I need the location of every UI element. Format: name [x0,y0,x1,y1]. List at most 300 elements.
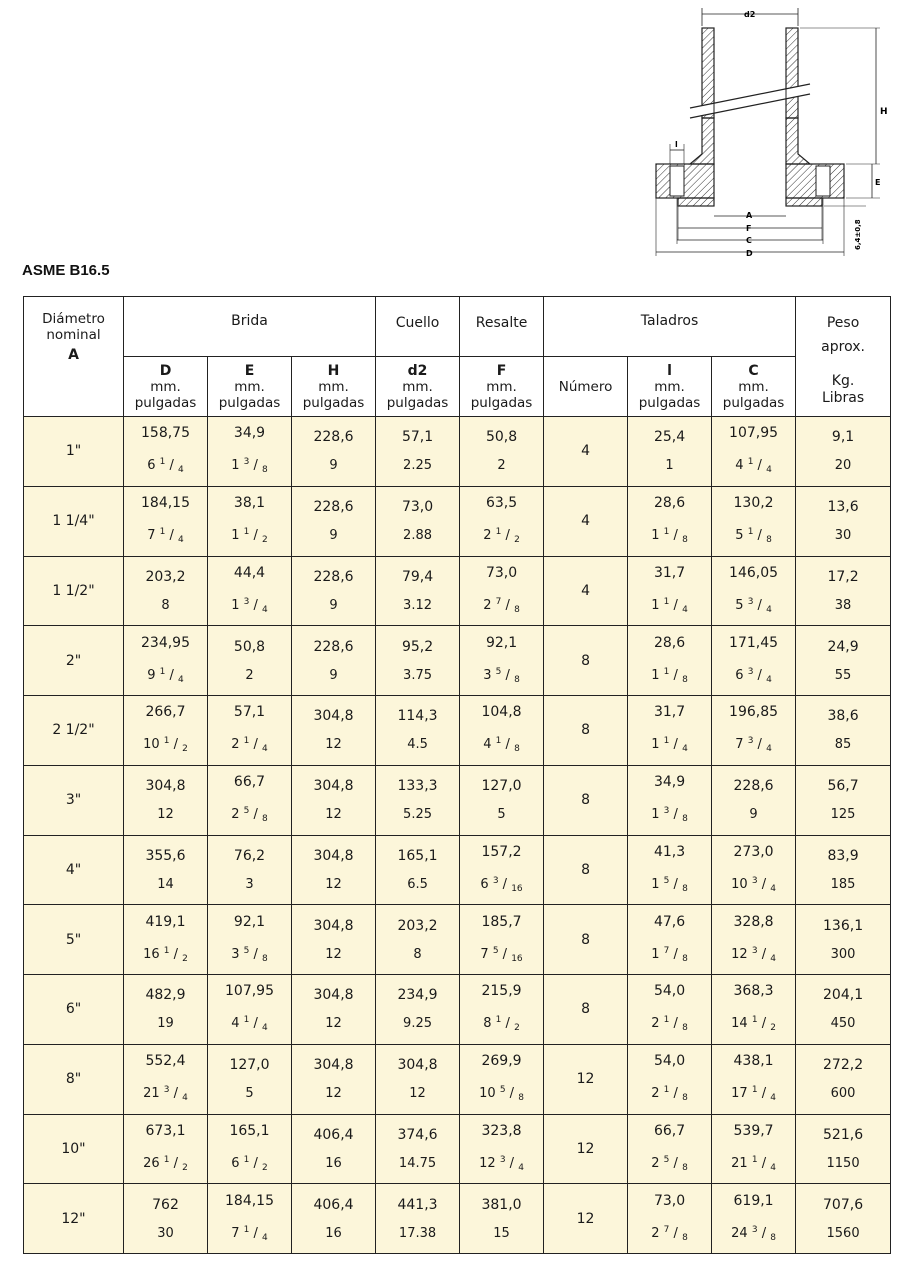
cell-C [712,1114,796,1184]
header-col-d2: d2 mm. pulgadas [376,357,460,417]
cell-d2 [376,1114,460,1184]
cell-C-imperial: 6 $^3$ / $_4$ [735,666,772,685]
cell-l-metric: 41,3 [653,843,686,860]
cell-l-imperial: 1 $^7$ / $_8$ [651,945,688,964]
cell-d2 [376,1184,460,1254]
cell-E-metric: 38,1 [233,495,266,512]
cell-E [208,905,292,975]
cell-C [712,1044,796,1114]
cell-F [460,417,544,487]
cell-d2 [376,417,460,487]
cell-nominal: 5" [24,905,124,975]
cell-E [208,1184,292,1254]
cell-H-metric: 304,8 [313,778,354,795]
cell-peso-imperial: 1150 [826,1155,860,1171]
cell-D-imperial: 26 $^1$ / $_2$ [143,1154,188,1173]
cell-C-metric: 130,2 [733,495,774,512]
flange-drawing [640,4,902,260]
cell-D-imperial: 10 $^1$ / $_2$ [143,736,188,755]
cell-H-imperial: 16 [325,1225,342,1241]
cell-C [712,1184,796,1254]
cell-D-imperial: 12 [157,807,174,823]
table-row [24,417,891,487]
cell-l-metric: 31,7 [653,704,686,721]
header-col-C: C mm. pulgadas [712,357,796,417]
cell-F [460,556,544,626]
header-col-F: F mm. pulgadas [460,357,544,417]
cell-C [712,486,796,556]
flange-spec-table [23,296,891,1254]
cell-E-imperial: 1 $^1$ / $_2$ [231,527,268,546]
cell-D [124,556,208,626]
cell-E-imperial: 6 $^1$ / $_2$ [231,1154,268,1173]
cell-F [460,1044,544,1114]
cell-numero: 8 [544,765,628,835]
cell-d2-imperial: 17.38 [398,1225,437,1241]
cell-peso [796,417,891,487]
label-D: D [746,249,753,258]
cell-H-metric: 228,6 [313,638,354,655]
cell-D [124,486,208,556]
cell-C-metric: 619,1 [733,1192,774,1209]
cell-l-metric: 28,6 [653,634,686,651]
cell-peso-metric: 56,7 [827,778,859,795]
cell-F [460,626,544,696]
cell-F-imperial: 8 $^1$ / $_2$ [483,1015,520,1034]
standard-title: ASME B16.5 [22,262,110,279]
cell-peso-imperial: 1560 [826,1225,860,1241]
header-nominal: Diámetro nominal A [24,297,124,417]
label-H: H [880,107,888,117]
cell-l [628,1184,712,1254]
cell-E-metric: 50,8 [233,638,266,655]
table-row [24,835,891,905]
cell-d2-metric: 165,1 [397,847,438,864]
cell-d2-imperial: 2.88 [403,528,432,544]
table-body [24,417,891,1254]
cell-peso-metric: 9,1 [831,429,855,446]
cell-nominal: 1" [24,417,124,487]
cell-H-imperial: 9 [329,458,338,474]
cell-F-imperial: 7 $^5$ / $_{16}$ [480,945,523,964]
cell-d2-metric: 441,3 [397,1196,438,1213]
table-row [24,556,891,626]
cell-F-metric: 127,0 [481,778,522,795]
cell-d2-metric: 203,2 [397,917,438,934]
table-row [24,486,891,556]
cell-l-metric: 66,7 [653,1122,686,1139]
cell-C [712,626,796,696]
label-A: A [746,211,753,220]
cell-C-metric: 273,0 [733,843,774,860]
cell-F-imperial: 5 [497,807,506,823]
cell-H-imperial: 12 [325,737,342,753]
cell-C-imperial: 10 $^3$ / $_4$ [731,875,776,894]
table-row [24,975,891,1045]
header-resalte: Resalte [460,297,544,357]
cell-numero: 12 [544,1114,628,1184]
cell-E-metric: 165,1 [229,1122,270,1139]
cell-E-metric: 34,9 [233,425,266,442]
cell-nominal: 6" [24,975,124,1045]
cell-F [460,486,544,556]
cell-peso-imperial: 38 [834,597,852,613]
cell-D-imperial: 19 [157,1016,174,1032]
cell-numero: 12 [544,1184,628,1254]
cell-d2-imperial: 4.5 [407,737,428,753]
cell-D-imperial: 14 [157,876,174,892]
cell-peso-metric: 17,2 [827,568,859,585]
label-d2: d2 [744,10,756,19]
cell-H-metric: 228,6 [313,568,354,585]
cell-F-metric: 50,8 [485,429,518,446]
cell-d2-imperial: 2.25 [403,458,432,474]
cell-H-imperial: 12 [325,807,342,823]
cell-d2-metric: 73,0 [401,499,434,516]
table-row [24,1184,891,1254]
cell-D [124,1044,208,1114]
cell-E [208,835,292,905]
cell-D [124,765,208,835]
cell-d2-metric: 374,6 [397,1126,438,1143]
cell-D-metric: 355,6 [145,847,186,864]
cell-C [712,556,796,626]
cell-peso [796,1114,891,1184]
cell-peso-imperial: 30 [834,528,852,544]
cell-peso-imperial: 300 [830,946,856,962]
cell-F [460,1114,544,1184]
cell-H [292,905,376,975]
label-E: E [875,178,881,187]
cell-D [124,696,208,766]
cell-F-imperial: 12 $^3$ / $_4$ [479,1154,524,1173]
cell-F-imperial: 2 $^7$ / $_8$ [483,596,520,615]
cell-C-imperial: 9 [749,807,758,823]
cell-F-metric: 215,9 [481,983,522,1000]
cell-E [208,556,292,626]
cell-l [628,556,712,626]
cell-F-metric: 381,0 [481,1196,522,1213]
cell-C-metric: 107,95 [729,425,779,442]
cell-l-metric: 28,6 [653,495,686,512]
cell-D-metric: 552,4 [145,1053,186,1070]
cell-E-metric: 66,7 [233,774,266,791]
cell-E [208,696,292,766]
cell-numero: 8 [544,626,628,696]
cell-l-metric: 54,0 [653,1053,686,1070]
cell-C-imperial: 4 $^1$ / $_4$ [735,457,772,476]
cell-F-metric: 92,1 [485,634,518,651]
cell-l-imperial: 2 $^1$ / $_8$ [651,1015,688,1034]
cell-F-metric: 63,5 [485,495,518,512]
cell-l-imperial: 1 $^1$ / $_4$ [651,596,688,615]
cell-l-imperial: 1 $^1$ / $_8$ [651,666,688,685]
label-tolerance: 6,4±0,8 [854,219,862,250]
cell-C [712,696,796,766]
cell-H-metric: 304,8 [313,1057,354,1074]
cell-D-imperial: 9 $^1$ / $_4$ [147,666,184,685]
cell-peso [796,486,891,556]
cell-C [712,765,796,835]
cell-F [460,835,544,905]
cell-F-imperial: 2 $^1$ / $_2$ [483,527,520,546]
cell-numero: 12 [544,1044,628,1114]
cell-E-metric: 107,95 [225,983,274,1000]
label-l: l [675,140,678,149]
cell-H-metric: 228,6 [313,499,354,516]
cell-H [292,556,376,626]
cell-C-imperial: 24 $^3$ / $_8$ [731,1224,776,1243]
table-row [24,905,891,975]
cell-F-metric: 157,2 [481,843,522,860]
cell-l-metric: 34,9 [653,774,686,791]
cell-E-imperial: 1 $^3$ / $_4$ [231,596,268,615]
cell-H-metric: 304,8 [313,987,354,1004]
cell-E [208,417,292,487]
cell-D [124,905,208,975]
cell-D-imperial: 8 [161,597,170,613]
cell-d2 [376,556,460,626]
cell-d2-metric: 114,3 [397,708,438,725]
cell-D-metric: 184,15 [141,495,190,512]
cell-E-imperial: 5 [245,1086,254,1102]
cell-H [292,835,376,905]
cell-l [628,835,712,905]
cell-H [292,696,376,766]
cell-C-metric: 171,45 [729,634,779,651]
cell-d2 [376,765,460,835]
cell-numero: 4 [544,417,628,487]
cell-D-imperial: 30 [157,1225,174,1241]
cell-H-metric: 304,8 [313,708,354,725]
cell-l-imperial: 2 $^7$ / $_8$ [651,1224,688,1243]
cell-D [124,1184,208,1254]
cell-peso-imperial: 185 [830,876,856,892]
cell-H-metric: 406,4 [313,1196,354,1213]
cell-D-metric: 158,75 [141,425,190,442]
cell-E [208,975,292,1045]
cell-C-metric: 146,05 [729,564,779,581]
cell-l-imperial: 2 $^5$ / $_8$ [651,1154,688,1173]
cell-peso-imperial: 85 [834,737,852,753]
cell-C-metric: 539,7 [733,1122,774,1139]
cell-H-metric: 406,4 [313,1126,354,1143]
cell-E-imperial: 3 [245,876,254,892]
cell-H-imperial: 9 [329,528,338,544]
cell-F [460,765,544,835]
label-F: F [746,224,752,233]
cell-F [460,1184,544,1254]
cell-numero: 8 [544,905,628,975]
cell-peso [796,905,891,975]
cell-D-metric: 203,2 [145,568,186,585]
cell-l [628,1114,712,1184]
cell-H [292,765,376,835]
cell-D-metric: 266,7 [145,704,186,721]
cell-F-imperial: 2 [497,458,506,474]
cell-peso [796,1044,891,1114]
cell-C-metric: 228,6 [733,778,774,795]
cell-nominal: 4" [24,835,124,905]
cell-C-metric: 438,1 [733,1053,774,1070]
cell-D-imperial: 16 $^1$ / $_2$ [143,945,188,964]
cell-F [460,696,544,766]
table-row [24,765,891,835]
cell-D [124,417,208,487]
cell-l-metric: 47,6 [653,913,686,930]
cell-d2 [376,1044,460,1114]
header-col-l: l mm. pulgadas [628,357,712,417]
cell-peso-metric: 521,6 [823,1126,864,1143]
cell-H-imperial: 9 [329,597,338,613]
cell-d2 [376,486,460,556]
cell-H [292,1114,376,1184]
cell-D-imperial: 7 $^1$ / $_4$ [147,527,184,546]
cell-numero: 8 [544,696,628,766]
label-C: C [746,236,752,245]
cell-peso-metric: 13,6 [827,499,859,516]
table-row [24,696,891,766]
cell-H-metric: 304,8 [313,847,354,864]
cell-l [628,626,712,696]
cell-E-metric: 127,0 [229,1057,270,1074]
cell-C-imperial: 17 $^1$ / $_4$ [731,1085,776,1104]
cell-nominal: 12" [24,1184,124,1254]
cell-C-metric: 368,3 [733,983,774,1000]
cell-d2-imperial: 8 [413,946,422,962]
cell-D [124,835,208,905]
cell-D [124,975,208,1045]
cell-l [628,486,712,556]
cell-F [460,905,544,975]
cell-d2-imperial: 12 [409,1086,426,1102]
cell-d2-metric: 234,9 [397,987,438,1004]
cell-F-metric: 323,8 [481,1122,522,1139]
cell-peso-imperial: 125 [830,807,856,823]
cell-nominal: 3" [24,765,124,835]
cell-d2-imperial: 5.25 [403,807,432,823]
cell-d2 [376,905,460,975]
cell-E-metric: 44,4 [233,564,266,581]
cell-peso [796,696,891,766]
cell-l [628,417,712,487]
cell-l [628,696,712,766]
cell-peso-metric: 38,6 [827,708,859,725]
cell-l-imperial: 1 [665,458,674,474]
cell-peso-metric: 83,9 [827,847,859,864]
cell-l-metric: 25,4 [653,429,686,446]
cell-d2 [376,835,460,905]
cell-E-metric: 184,15 [225,1192,274,1209]
cell-D [124,1114,208,1184]
cell-E-imperial: 2 $^5$ / $_8$ [231,806,268,825]
cell-peso-imperial: 55 [834,667,852,683]
header-taladros: Taladros [544,297,796,357]
table-row [24,1114,891,1184]
cell-nominal: 1 1/4" [24,486,124,556]
header-col-E: E mm. pulgadas [208,357,292,417]
header-cuello: Cuello [376,297,460,357]
cell-F-imperial: 15 [493,1225,510,1241]
cell-d2-metric: 133,3 [397,778,438,795]
cell-F-imperial: 4 $^1$ / $_8$ [483,736,520,755]
cell-H [292,975,376,1045]
cell-E-metric: 92,1 [233,913,266,930]
cell-E-imperial: 7 $^1$ / $_4$ [231,1224,268,1243]
cell-d2-imperial: 3.12 [403,597,432,613]
cell-peso-imperial: 600 [830,1086,856,1102]
cell-D-metric: 304,8 [145,778,186,795]
cell-C-metric: 328,8 [733,913,774,930]
cell-D-metric: 762 [152,1196,179,1213]
cell-nominal: 2 1/2" [24,696,124,766]
table-row [24,1044,891,1114]
cell-H [292,417,376,487]
cell-d2-imperial: 14.75 [398,1155,437,1171]
cell-C-imperial: 7 $^3$ / $_4$ [735,736,772,755]
cell-F-metric: 269,9 [481,1053,522,1070]
cell-d2-imperial: 6.5 [407,876,428,892]
cell-numero: 8 [544,835,628,905]
cell-d2-metric: 95,2 [401,638,434,655]
cell-E [208,765,292,835]
header-peso: Peso aprox. Kg. Libras [796,297,891,417]
cell-peso [796,975,891,1045]
cell-H-imperial: 9 [329,667,338,683]
cell-l-imperial: 1 $^5$ / $_8$ [651,875,688,894]
cell-d2 [376,975,460,1045]
cell-peso [796,556,891,626]
cell-l [628,765,712,835]
cell-d2-metric: 57,1 [401,429,434,446]
cell-E-metric: 76,2 [233,847,266,864]
cell-numero: 8 [544,975,628,1045]
cell-F-metric: 104,8 [481,704,522,721]
cell-d2-metric: 304,8 [397,1057,438,1074]
cell-H [292,486,376,556]
cell-D [124,626,208,696]
cell-peso [796,1184,891,1254]
cell-F-imperial: 10 $^5$ / $_8$ [479,1085,524,1104]
cell-C-imperial: 5 $^1$ / $_8$ [735,527,772,546]
cell-E-imperial: 1 $^3$ / $_8$ [231,457,268,476]
cell-l [628,1044,712,1114]
cell-H [292,1044,376,1114]
cell-F-metric: 73,0 [485,564,518,581]
cell-d2-imperial: 9.25 [403,1016,432,1032]
cell-d2 [376,626,460,696]
cell-F-imperial: 3 $^5$ / $_8$ [483,666,520,685]
cell-peso-metric: 707,6 [823,1196,864,1213]
cell-numero: 4 [544,556,628,626]
cell-l [628,975,712,1045]
cell-C-imperial: 12 $^3$ / $_4$ [731,945,776,964]
cell-C [712,975,796,1045]
cell-E-imperial: 3 $^5$ / $_8$ [231,945,268,964]
cell-nominal: 2" [24,626,124,696]
cell-l-imperial: 1 $^1$ / $_8$ [651,527,688,546]
cell-H-metric: 304,8 [313,917,354,934]
cell-E-imperial: 4 $^1$ / $_4$ [231,1015,268,1034]
header-col-H: H mm. pulgadas [292,357,376,417]
cell-C-imperial: 14 $^1$ / $_2$ [731,1015,776,1034]
cell-l [628,905,712,975]
cell-C [712,905,796,975]
cell-C-imperial: 5 $^3$ / $_4$ [735,596,772,615]
table-row [24,626,891,696]
cell-H-imperial: 12 [325,1086,342,1102]
cell-H-imperial: 12 [325,1016,342,1032]
